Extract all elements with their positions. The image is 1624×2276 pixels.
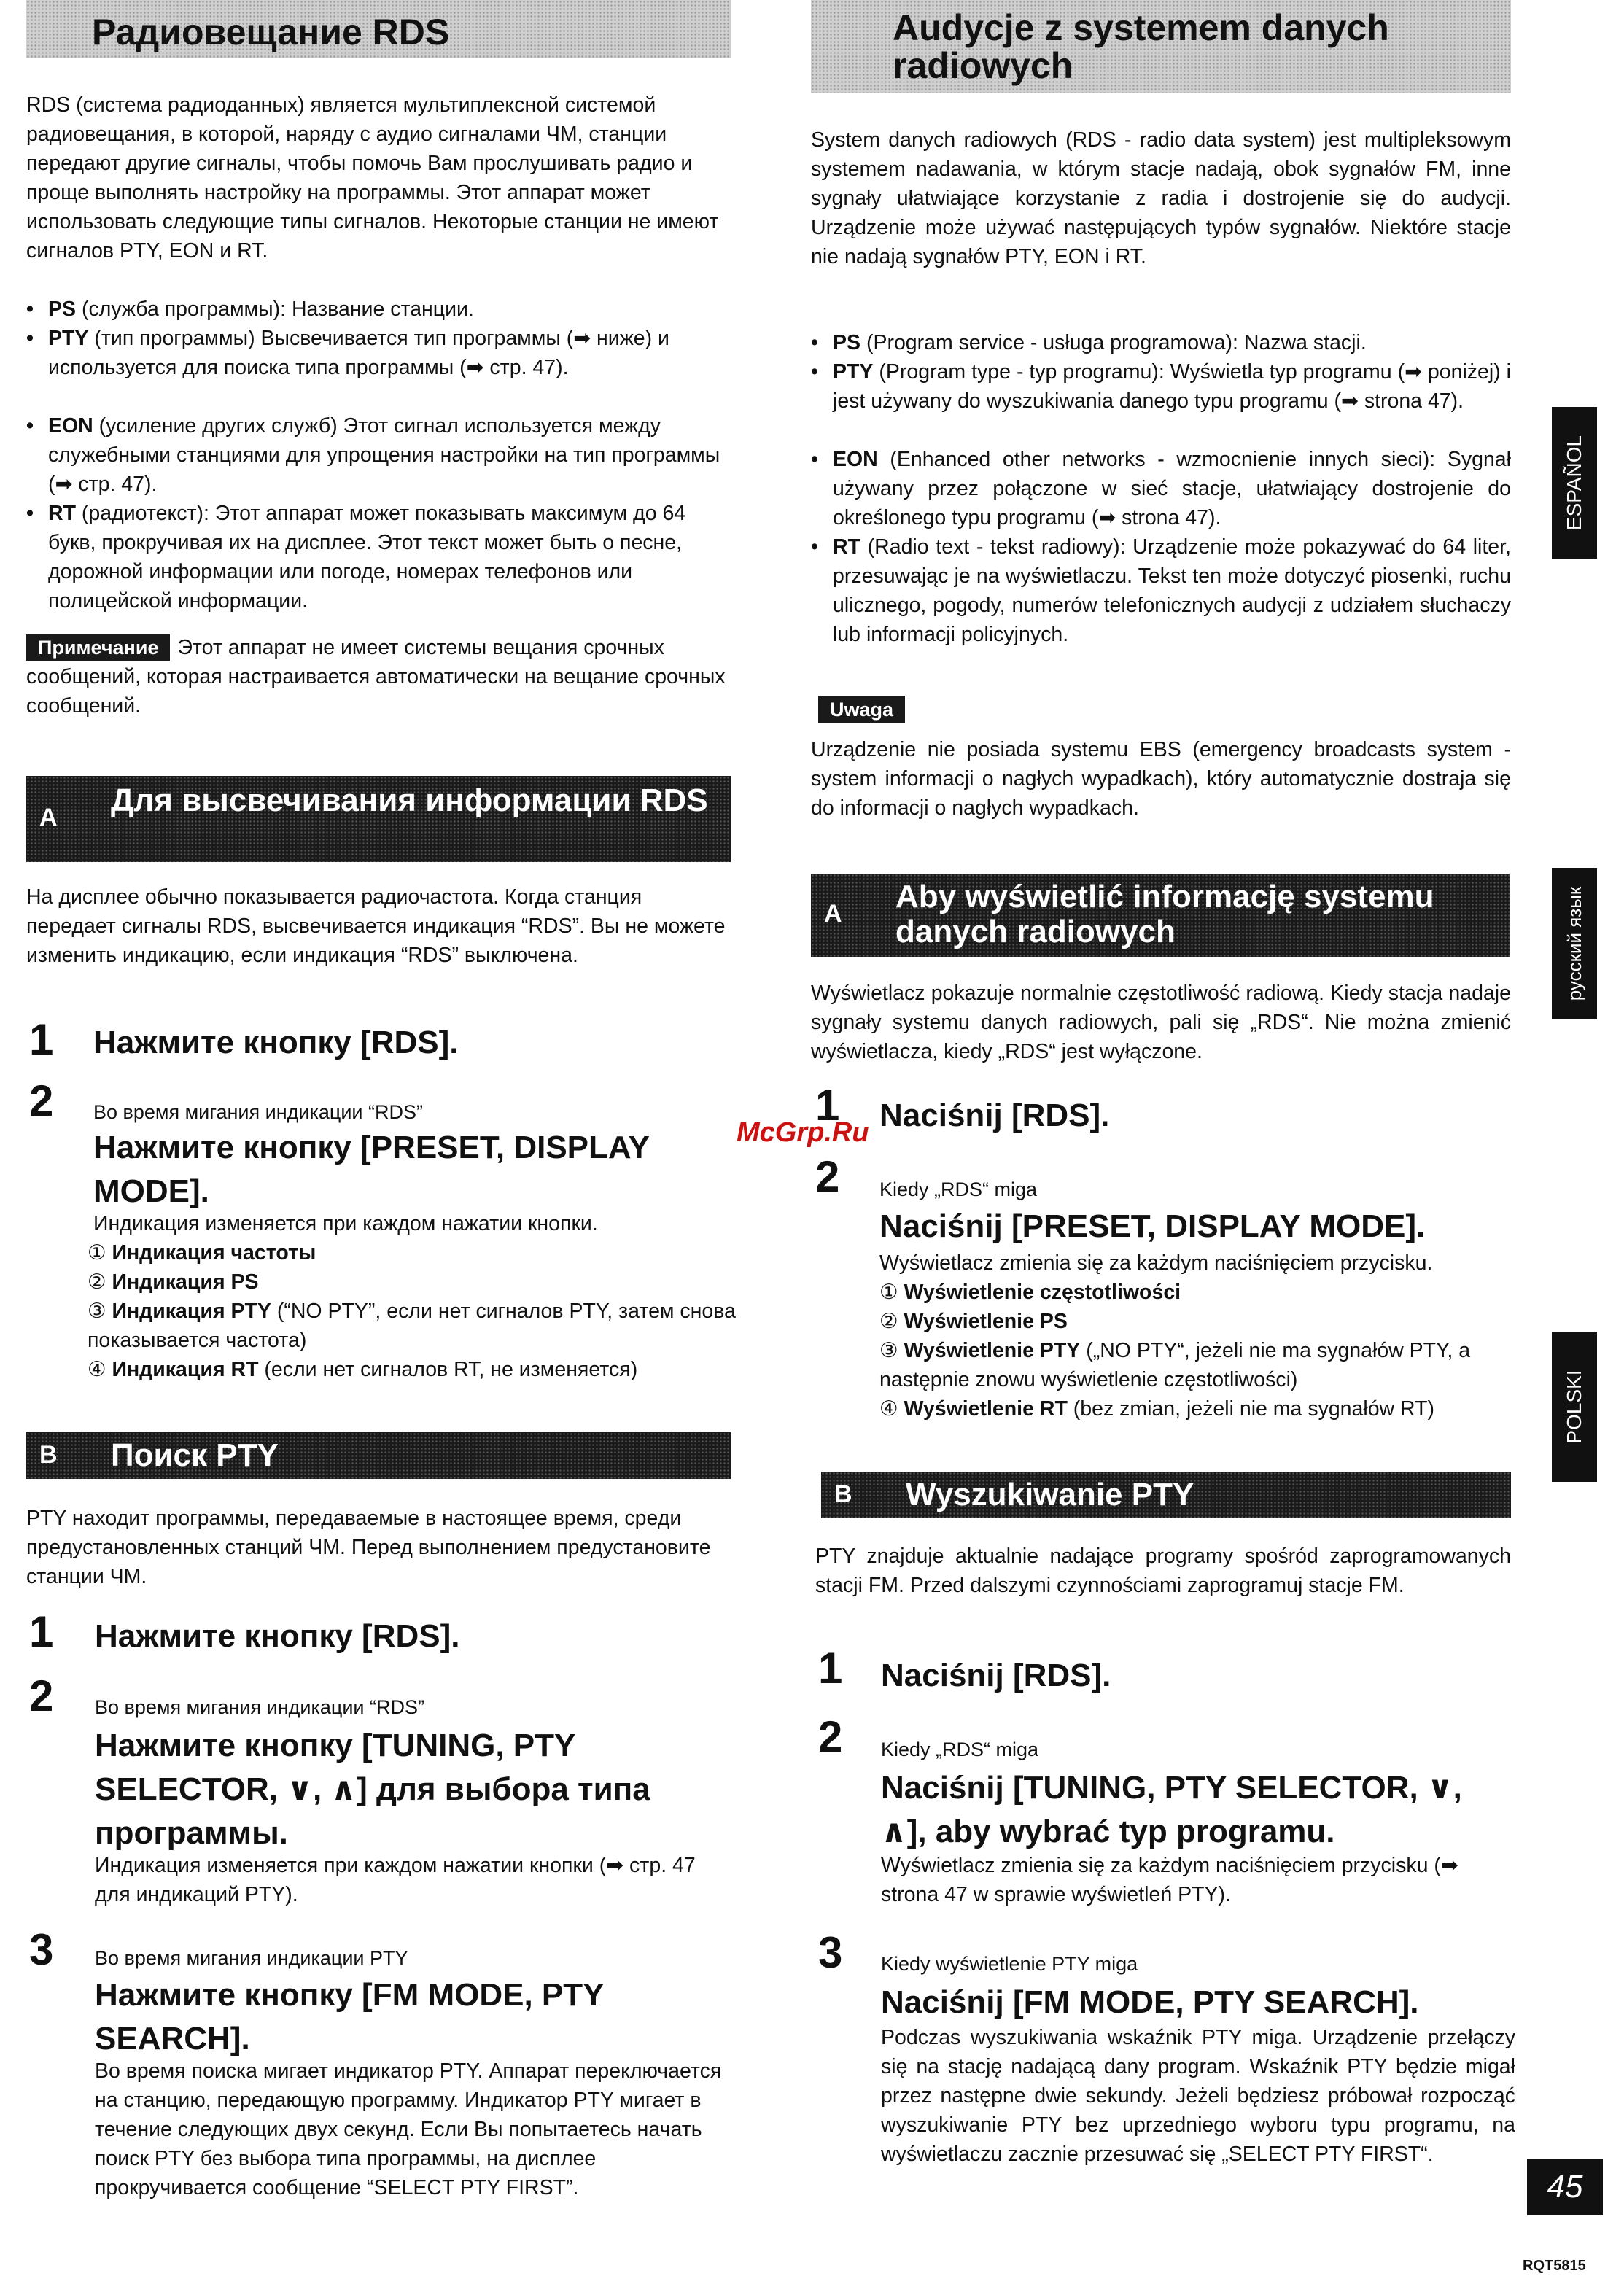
- pl-a-item-1: ① Wyświetlenie częstotliwości: [879, 1281, 1181, 1304]
- pl-bullet-ps: • PS (Program service - usługa programowa): Nazwa stacji.: [811, 331, 1367, 354]
- document-code: RQT5815: [1523, 2258, 1586, 2274]
- ru-title-bar: [26, 0, 731, 58]
- ru-bullet-pty: • PTY (тип программы) Высвечивается тип программы (➡ ниже) и используется для поиска типа программы (➡ стр. 47).: [26, 327, 669, 379]
- pl-note-label: Uwaga: [818, 696, 905, 723]
- ru-bullet-rt-key: RT: [48, 502, 76, 525]
- ru-b-step3-heading: Нажмите кнопку [FM MODE, PTY SEARCH].: [95, 1977, 604, 2056]
- language-tab-espanol: [1552, 407, 1597, 559]
- pl-section-b-title: Wyszukiwanie PTY: [906, 1477, 1194, 1512]
- pl-bullet-rt-key: RT: [833, 535, 860, 559]
- pl-a-step2-number: 2: [815, 1152, 840, 1201]
- pl-intro: System danych radiowych (RDS - radio data system) jest multipleksowym systemem nadawania, w którym stacje nadają, obok sygnałów FM, inne sygnały ułatwiające korzystanie z radia i dostrojenie się do audycji. Urządzenie może używać następujących typów sygnałów. Niektóre stacje nie nadają sygnałów PTY, EON i RT.: [811, 128, 1511, 268]
- language-tab-polski-label: POLSKI: [1563, 1370, 1585, 1444]
- pl-b-step3-condition: Kiedy wyświetlenie PTY miga: [881, 1953, 1138, 1975]
- pl-section-a-intro: Wyświetlacz pokazuje normalnie częstotliwość radiową. Kiedy stacja nadaje sygnały systemu danych radiowych, pali się „RDS“. Nie można zmienić wyświetlacza, kiedy „RDS“ jest wyłączone.: [811, 982, 1511, 1063]
- ru-note-text: Этот аппарат не имеет системы вещания срочных сообщений, которая настраивается автоматически на вещание срочных сообщений.: [26, 636, 726, 718]
- ru-a-item-1: ① Индикация частоты: [88, 1241, 316, 1265]
- pl-b-step2-text: Wyświetlacz zmienia się za każdym naciśnięciem przycisku (➡ strona 47 w sprawie wyświetleń PTY).: [881, 1854, 1458, 1906]
- ru-a-step2-number: 2: [29, 1076, 54, 1125]
- ru-bullet-eon: • EON (усиление других служб) Этот сигнал используется между служебными станциями для упрощения настройки на тип программы (➡ стр. 47).: [26, 414, 720, 496]
- pl-a-step2-text: Wyświetlacz zmienia się za każdym naciśnięciem przycisku.: [879, 1251, 1433, 1275]
- ru-a-step1-heading: Нажмите кнопку [RDS].: [93, 1025, 459, 1060]
- ru-section-b-intro: PTY находит программы, передаваемые в настоящее время, среди предустановленных станций ЧМ. Перед выполнением предустановите станции ЧМ.: [26, 1507, 711, 1588]
- pl-b-step3-heading: Naciśnij [FM MODE, PTY SEARCH].: [881, 1984, 1419, 2020]
- ru-a-step2-condition: Во время мигания индикации “RDS”: [93, 1101, 423, 1123]
- pl-page-title: Audycje z systemem danych radiowych: [893, 7, 1389, 86]
- ru-section-a-intro: На дисплее обычно показывается радиочастота. Когда станция передает сигналы RDS, высвечивается индикация “RDS”. Вы не можете изменить индикацию, если индикация “RDS” выключена.: [26, 885, 726, 967]
- ru-b-step3-text: Во время поиска мигает индикатор PTY. Аппарат переключается на станцию, передающую программу. Индикатор PTY мигает в течение следующих двух секунд. Если Вы попытаетесь начать поиск PTY без выбора типа программы, на дисплее прокручивается сообщение “SELECT PTY FIRST”.: [95, 2059, 722, 2199]
- ru-section-b-title: Поиск PTY: [111, 1437, 279, 1473]
- pl-bullet-ps-text: (Program service - usługa programowa): Nazwa stacji.: [860, 331, 1367, 354]
- ru-bullet-pty-text: (тип программы) Высвечивается тип программы (➡ ниже) и используется для поиска типа программы (➡ стр. 47).: [48, 327, 669, 379]
- ru-bullet-rt: • RT (радиотекст): Этот аппарат может показывать максимум до 64 букв, прокручивая их на дисплее. Этот текст может быть о песне, дорожной информации или погоде, номерах телефонов или полицейской информации.: [26, 502, 686, 613]
- language-tab-russian: [1552, 868, 1597, 1019]
- pl-b-step1-heading: Naciśnij [RDS].: [881, 1658, 1111, 1693]
- pl-a-item-2: ② Wyświetlenie PS: [879, 1310, 1068, 1333]
- ru-note-label: Примечание: [26, 634, 170, 661]
- pl-section-a-title: Aby wyświetlić informację systemu danych radiowych: [895, 879, 1434, 949]
- ru-bullet-ps-key: PS: [48, 298, 77, 321]
- pl-bullet-eon-key: EON: [833, 448, 878, 471]
- language-tab-espanol-label: ESPAÑOL: [1563, 435, 1585, 531]
- ru-page-title: Радиовещание RDS: [92, 12, 450, 53]
- pl-a-step2-condition: Kiedy „RDS“ miga: [879, 1178, 1038, 1200]
- ru-section-b-header: [26, 1432, 731, 1479]
- ru-bullet-ps-text: (служба программы): Название станции.: [76, 298, 474, 321]
- pl-title-bar: [811, 0, 1511, 93]
- ru-a-step1-number: 1: [29, 1015, 54, 1064]
- pl-bullet-ps-key: PS: [833, 331, 861, 354]
- ru-a-item-2: ② Индикация PS: [88, 1270, 259, 1294]
- ru-b-step2-number: 2: [29, 1671, 54, 1720]
- pl-b-step3-number: 3: [818, 1928, 843, 1977]
- pl-bullet-rt: • RT (Radio text - tekst radiowy): Urządzenie może pokazywać do 64 liter, przesuwając je na wyświetlaczu. Tekst ten może dotyczyć piosenki, ruchu ulicznego, pogody, numerów telefonicznych audycji z udziałem słuchaczy lub informacji policyjnych.: [811, 535, 1511, 646]
- ru-b-step1-heading: Нажмите кнопку [RDS].: [95, 1618, 460, 1654]
- ru-note: [26, 633, 732, 721]
- pl-b-step2-condition: Kiedy „RDS“ miga: [881, 1739, 1039, 1760]
- ru-a-item-4: ④ Индикация RT (если нет сигналов RT, не изменяется): [88, 1358, 638, 1381]
- pl-a-step1-number: 1: [815, 1081, 840, 1130]
- pl-a-step1-heading: Naciśnij [RDS].: [879, 1098, 1110, 1133]
- ru-b-step2-text: Индикация изменяется при каждом нажатии кнопки (➡ стр. 47 для индикаций PTY).: [95, 1854, 696, 1906]
- pl-bullet-pty-text: (Program type - typ programu): Wyświetla typ programu (➡ poniżej) i jest używany do wyszukiwania danego typu programu (➡ strona 47).: [833, 360, 1511, 413]
- ru-b-step1-number: 1: [29, 1607, 54, 1656]
- pl-b-step2-heading: Naciśnij [TUNING, PTY SELECTOR, ∨, ∧], aby wybrać typ programu.: [881, 1770, 1462, 1849]
- ru-a-item-3: ③ Индикация PTY (“NO PTY”, если нет сигналов PTY, затем снова показывается частота): [88, 1300, 736, 1352]
- pl-bullet-rt-text: (Radio text - tekst radiowy): Urządzenie może pokazywać do 64 liter, przesuwając je na wyświetlaczu. Tekst ten może dotyczyć piosenki, ruchu ulicznego, pogody, numerów telefonicznych audycji z udziałem słuchaczy lub informacji policyjnych.: [833, 535, 1511, 646]
- pl-a-item-4: ④ Wyświetlenie RT (bez zmian, jeżeli nie ma sygnałów RT): [879, 1397, 1435, 1421]
- pl-a-step2-heading: Naciśnij [PRESET, DISPLAY MODE].: [879, 1208, 1426, 1244]
- ru-b-step2-condition: Во время мигания индикации “RDS”: [95, 1696, 424, 1718]
- ru-bullet-eon-text: (усиление других служб) Этот сигнал используется между служебными станциями для упрощения настройки на тип программы (➡ стр. 47).: [48, 414, 720, 496]
- pl-b-step3-text: Podczas wyszukiwania wskaźnik PTY miga. Urządzenie przełączy się na stację nadającą dany program. Wskaźnik PTY będzie migał przez następne dwie sekundy. Jeżeli będziesz próbował rozpocząć wyszukiwanie PTY bez uprzedniego wyboru typu programu, na wyświetlaczu zacznie przesuwać się „SELECT PTY FIRST“.: [881, 2026, 1515, 2166]
- pl-section-b-header: [821, 1472, 1511, 1518]
- ru-bullet-pty-key: PTY: [48, 327, 89, 350]
- language-tab-russian-label: русский язык: [1563, 886, 1585, 1001]
- pl-bullet-eon-text: (Enhanced other networks - wzmocnienie innych sieci): Sygnał używany przez połączone w sieć stacje, ułatwiający dostrojenie do określonego typu programu (➡ strona 47).: [833, 448, 1511, 529]
- pl-b-step2-number: 2: [818, 1712, 843, 1761]
- ru-section-a-letter: A: [39, 804, 58, 831]
- ru-bullet-eon-key: EON: [48, 414, 93, 438]
- page-number: 45: [1527, 2159, 1603, 2215]
- pl-section-a-header: [811, 874, 1510, 957]
- pl-note-text: Urządzenie nie posiada systemu EBS (emergency broadcasts system - system informacji o nagłych wypadkach), który automatycznie dostraja się do informacji o nagłych wypadkach.: [811, 738, 1511, 820]
- ru-b-step3-number: 3: [29, 1925, 54, 1974]
- ru-bullet-rt-text: (радиотекст): Этот аппарат может показывать максимум до 64 букв, прокручивая их на дисплее. Этот текст может быть о песне, дорожной информации или погоде, номерах телефонов или полицейской информации.: [48, 502, 686, 613]
- pl-section-a-letter: A: [824, 900, 842, 928]
- ru-section-b-letter: B: [39, 1441, 58, 1469]
- pl-bullet-eon: • EON (Enhanced other networks - wzmocnienie innych sieci): Sygnał używany przez połączone w sieć stacje, ułatwiający dostrojenie do określonego typu programu (➡ strona 47).: [811, 448, 1511, 529]
- language-tab-polski: [1552, 1332, 1597, 1482]
- watermark: McGrp.Ru: [737, 1117, 869, 1148]
- ru-a-step2-text: Индикация изменяется при каждом нажатии кнопки.: [93, 1212, 598, 1235]
- pl-a-item-3: ③ Wyświetlenie PTY („NO PTY“, jeżeli nie ma sygnałów PTY, a następnie znowu wyświetlenie częstotliwości): [879, 1339, 1471, 1391]
- ru-bullet-ps: • PS (служба программы): Название станции.: [26, 298, 474, 321]
- ru-section-a-header: [26, 776, 731, 862]
- pl-b-step1-number: 1: [818, 1644, 843, 1693]
- ru-a-step2-heading: Нажмите кнопку [PRESET, DISPLAY MODE].: [93, 1130, 650, 1209]
- pl-bullet-pty-key: PTY: [833, 360, 874, 384]
- ru-intro: RDS (система радиоданных) является мультиплексной системой радиовещания, в которой, наряду с аудио сигналами ЧМ, станции передают другие сигналы, чтобы помочь Вам прослушивать радио и проще выполнять настройку на программы. Этот аппарат может использовать следующие типы сигналов. Некоторые станции не имеют сигналов PTY, EON и RT.: [26, 93, 719, 263]
- pl-bullet-pty: • PTY (Program type - typ programu): Wyświetla typ programu (➡ poniżej) i jest używany do wyszukiwania danego typu programu (➡ strona 47).: [811, 360, 1511, 413]
- pl-section-b-letter: B: [834, 1480, 852, 1508]
- ru-section-a-title: Для высвечивания информации RDS: [111, 782, 708, 818]
- ru-b-step2-heading: Нажмите кнопку [TUNING, PTY SELECTOR, ∨, ∧] для выбора типа программы.: [95, 1728, 650, 1851]
- pl-section-b-intro: PTY znajduje aktualnie nadające programy spośród zaprogramowanych stacji FM. Przed dalszymi czynnościami zaprogramuj stacje FM.: [815, 1545, 1511, 1597]
- ru-b-step3-condition: Во время мигания индикации PTY: [95, 1947, 408, 1969]
